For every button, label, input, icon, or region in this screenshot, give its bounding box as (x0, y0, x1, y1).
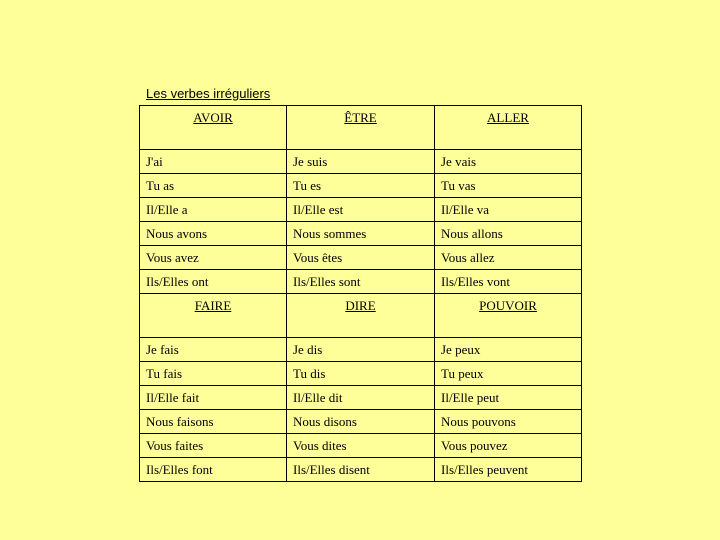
table-cell: Il/Elle est (287, 198, 435, 222)
table-cell: Nous pouvons (435, 410, 582, 434)
table-cell: Nous faisons (140, 410, 287, 434)
table-row (140, 458, 582, 482)
table-cell: Je suis (287, 150, 435, 174)
table-row (140, 410, 582, 434)
table-row (140, 338, 582, 362)
table-cell: Nous allons (435, 222, 582, 246)
verb-header: POUVOIR (435, 294, 582, 338)
table-cell: Ils/Elles ont (140, 270, 287, 294)
table-cell: Nous avons (140, 222, 287, 246)
table-row (140, 198, 582, 222)
table-cell: Vous allez (435, 246, 582, 270)
verb-header: AVOIR (140, 106, 287, 150)
verb-header: ALLER (435, 106, 582, 150)
table-cell: Vous dites (287, 434, 435, 458)
table-row (140, 150, 582, 174)
table-cell: Je peux (435, 338, 582, 362)
table-cell: Tu peux (435, 362, 582, 386)
table-row (140, 270, 582, 294)
table-cell: Vous avez (140, 246, 287, 270)
conjugation-table (139, 105, 582, 482)
verb-header: FAIRE (140, 294, 287, 338)
table-row (140, 246, 582, 270)
table-row (140, 362, 582, 386)
table-cell: Il/Elle dit (287, 386, 435, 410)
table-cell: Ils/Elles peuvent (435, 458, 582, 482)
table-header-row (140, 294, 582, 338)
table-cell: Je fais (140, 338, 287, 362)
table-cell: Tu vas (435, 174, 582, 198)
table-header-row (140, 106, 582, 150)
table-cell: Je vais (435, 150, 582, 174)
table-cell: Tu as (140, 174, 287, 198)
table-cell: Ils/Elles font (140, 458, 287, 482)
table-cell: Ils/Elles sont (287, 270, 435, 294)
table-cell: Vous pouvez (435, 434, 582, 458)
table-cell: Vous êtes (287, 246, 435, 270)
table-cell: Il/Elle peut (435, 386, 582, 410)
table-cell: Je dis (287, 338, 435, 362)
verb-header: ÊTRE (287, 106, 435, 150)
table-cell: Il/Elle fait (140, 386, 287, 410)
table-row (140, 434, 582, 458)
table-cell: Ils/Elles disent (287, 458, 435, 482)
table-cell: Il/Elle va (435, 198, 582, 222)
table-cell: J'ai (140, 150, 287, 174)
table-cell: Il/Elle a (140, 198, 287, 222)
page-title: Les verbes irréguliers (146, 86, 271, 101)
verb-header: DIRE (287, 294, 435, 338)
table-cell: Ils/Elles vont (435, 270, 582, 294)
table-row (140, 222, 582, 246)
table-row (140, 386, 582, 410)
table-cell: Vous faites (140, 434, 287, 458)
table-cell: Tu es (287, 174, 435, 198)
table-cell: Tu fais (140, 362, 287, 386)
table-cell: Nous sommes (287, 222, 435, 246)
table-row (140, 174, 582, 198)
table-cell: Tu dis (287, 362, 435, 386)
table-cell: Nous disons (287, 410, 435, 434)
